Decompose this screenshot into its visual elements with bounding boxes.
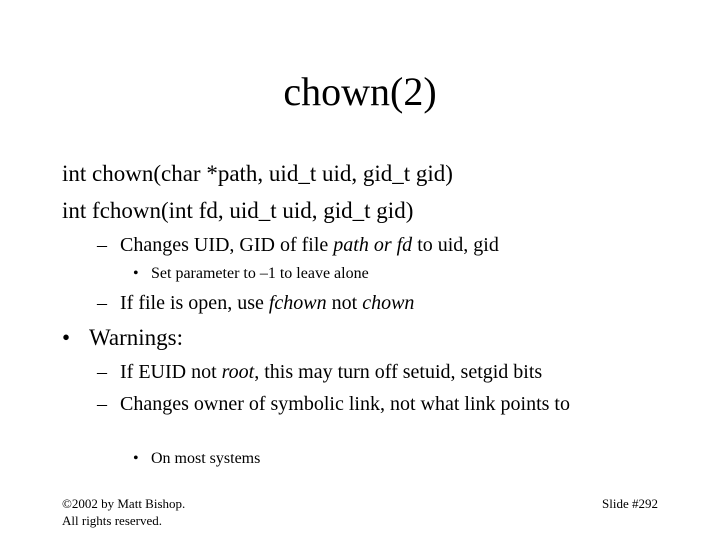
bullet-text: to uid, gid — [412, 234, 499, 256]
subbullet-set-parameter: Set parameter to –1 to leave alone — [151, 265, 369, 282]
bullet-warnings: Warnings: — [89, 325, 183, 350]
signature-chown: int chown(char *path, uid_t uid, gid_t gid) — [62, 161, 453, 186]
bullet-text: not — [326, 292, 363, 314]
bullet-dot: • — [62, 325, 71, 350]
bullet-emphasis: path or fd — [333, 234, 413, 256]
bullet-emphasis: root — [221, 361, 255, 383]
bullet-text: If file is open, use — [120, 292, 269, 314]
bullet-dot: • — [133, 265, 139, 282]
bullet-dot: • — [133, 450, 139, 467]
bullet-emphasis: fchown — [268, 292, 327, 314]
subbullet-most-systems: On most systems — [151, 450, 261, 467]
footer-slide-number: Slide #292 — [602, 496, 658, 511]
bullet-file-open — [120, 291, 414, 315]
footer-copyright: ©2002 by Matt Bishop. — [62, 496, 186, 511]
footer-rights: All rights reserved. — [62, 513, 163, 528]
bullet-dash: – — [97, 393, 107, 415]
bullet-changes-uid-gid — [120, 233, 499, 257]
bullet-emphasis: chown — [362, 292, 415, 314]
bullet-text: , this may turn off setuid, setgid bits — [254, 361, 543, 383]
bullet-text: If EUID not — [120, 361, 222, 383]
bullet-euid-not-root — [120, 360, 542, 384]
signature-fchown: int fchown(int fd, uid_t uid, gid_t gid) — [62, 198, 414, 223]
bullet-dash: – — [97, 234, 107, 256]
bullet-dash: – — [97, 361, 107, 383]
bullet-symbolic-link: Changes owner of symbolic link, not what link points to — [120, 393, 570, 415]
slide-title: chown(2) — [283, 69, 437, 114]
bullet-dash: – — [97, 292, 107, 314]
bullet-text: Changes UID, GID of file — [120, 234, 334, 256]
